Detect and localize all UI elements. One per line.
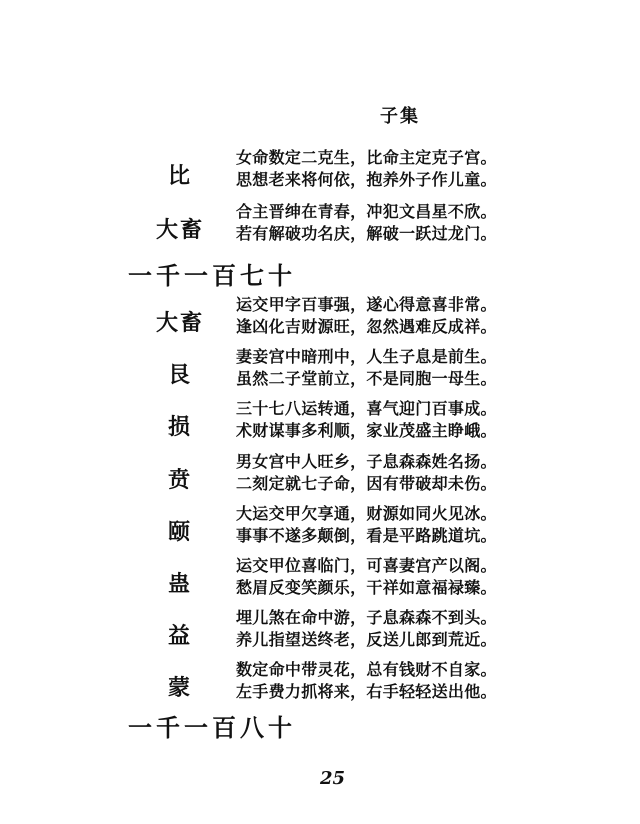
- verse-line: 若有解破功名庆，解破一跃过龙门。: [236, 224, 497, 243]
- page-number: 25: [320, 768, 346, 789]
- verse-text: [236, 503, 497, 547]
- verse-line: 虽然二子堂前立，不是同胞一母生。: [236, 369, 497, 388]
- hexagram-name: 比: [167, 163, 192, 189]
- hexagram-name: 损: [167, 414, 192, 440]
- verse-line: 大运交甲欠享通，财源如同火见冰。: [236, 504, 497, 523]
- verse-entry: [0, 294, 640, 346]
- verse-text: [236, 555, 497, 599]
- section-heading: 一千一百八十: [128, 713, 296, 742]
- verse-text: [236, 659, 497, 703]
- verse-line: 养儿指望送终老，反送儿郎到荒近。: [236, 630, 497, 649]
- hexagram-name: 颐: [167, 519, 192, 545]
- verse-text: [236, 294, 497, 338]
- verse-entry: [0, 346, 640, 398]
- hexagram-name: 益: [167, 623, 192, 649]
- verse-line: 事事不遂多颠倒，看是平路跳道坑。: [236, 526, 497, 545]
- verse-line: 二刻定就七子命，因有带破却未伤。: [236, 474, 497, 493]
- verse-entry: [0, 147, 640, 199]
- verse-line: 运交甲字百事强，遂心得意喜非常。: [236, 295, 497, 314]
- verse-line: 数定命中带灵花，总有钱财不自家。: [236, 660, 497, 679]
- verse-line: 三十七八运转通，喜气迎门百事成。: [236, 399, 497, 418]
- verse-text: [236, 346, 497, 390]
- verse-entry: [0, 503, 640, 555]
- hexagram-name: 蒙: [167, 675, 192, 701]
- hexagram-name: 大畜: [155, 217, 204, 243]
- verse-line: 埋儿煞在命中游，子息森森不到头。: [236, 608, 497, 627]
- verse-line: 左手费力抓将来，右手轻轻送出他。: [236, 682, 497, 701]
- verse-line: 思想老来将何依，抱养外子作儿童。: [236, 170, 497, 189]
- page-header: 子集: [380, 106, 420, 127]
- verse-line: 女命数定二克生，比命主定克子宫。: [236, 148, 497, 167]
- verse-entry: [0, 555, 640, 607]
- verse-line: 合主晋绅在青春，冲犯文昌星不欣。: [236, 202, 497, 221]
- hexagram-name: 艮: [167, 362, 192, 388]
- verse-entry: [0, 659, 640, 711]
- verse-line: 逢凶化吉财源旺，忽然遇难反成祥。: [236, 317, 497, 336]
- verse-text: [236, 147, 497, 191]
- verse-line: 运交甲位喜临门，可喜妻宫产以阁。: [236, 556, 497, 575]
- hexagram-name: 蛊: [167, 571, 192, 597]
- section-heading: 一千一百七十: [128, 261, 296, 290]
- verse-entry: [0, 201, 640, 253]
- verse-entry: [0, 607, 640, 659]
- verse-line: 妻妾宫中暗刑中，人生子息是前生。: [236, 347, 497, 366]
- verse-text: [236, 201, 497, 245]
- verse-entry: [0, 451, 640, 503]
- verse-line: 术财谋事多利顺，家业茂盛主睁峨。: [236, 421, 497, 440]
- verse-line: 男女宫中人旺乡，子息森森姓名扬。: [236, 452, 497, 471]
- hexagram-name: 贲: [167, 467, 192, 493]
- verse-text: [236, 398, 497, 442]
- verse-text: [236, 451, 497, 495]
- hexagram-name: 大畜: [155, 310, 204, 336]
- verse-line: 愁眉反变笑颜乐，干祥如意福禄臻。: [236, 578, 497, 597]
- verse-entry: [0, 398, 640, 450]
- verse-text: [236, 607, 497, 651]
